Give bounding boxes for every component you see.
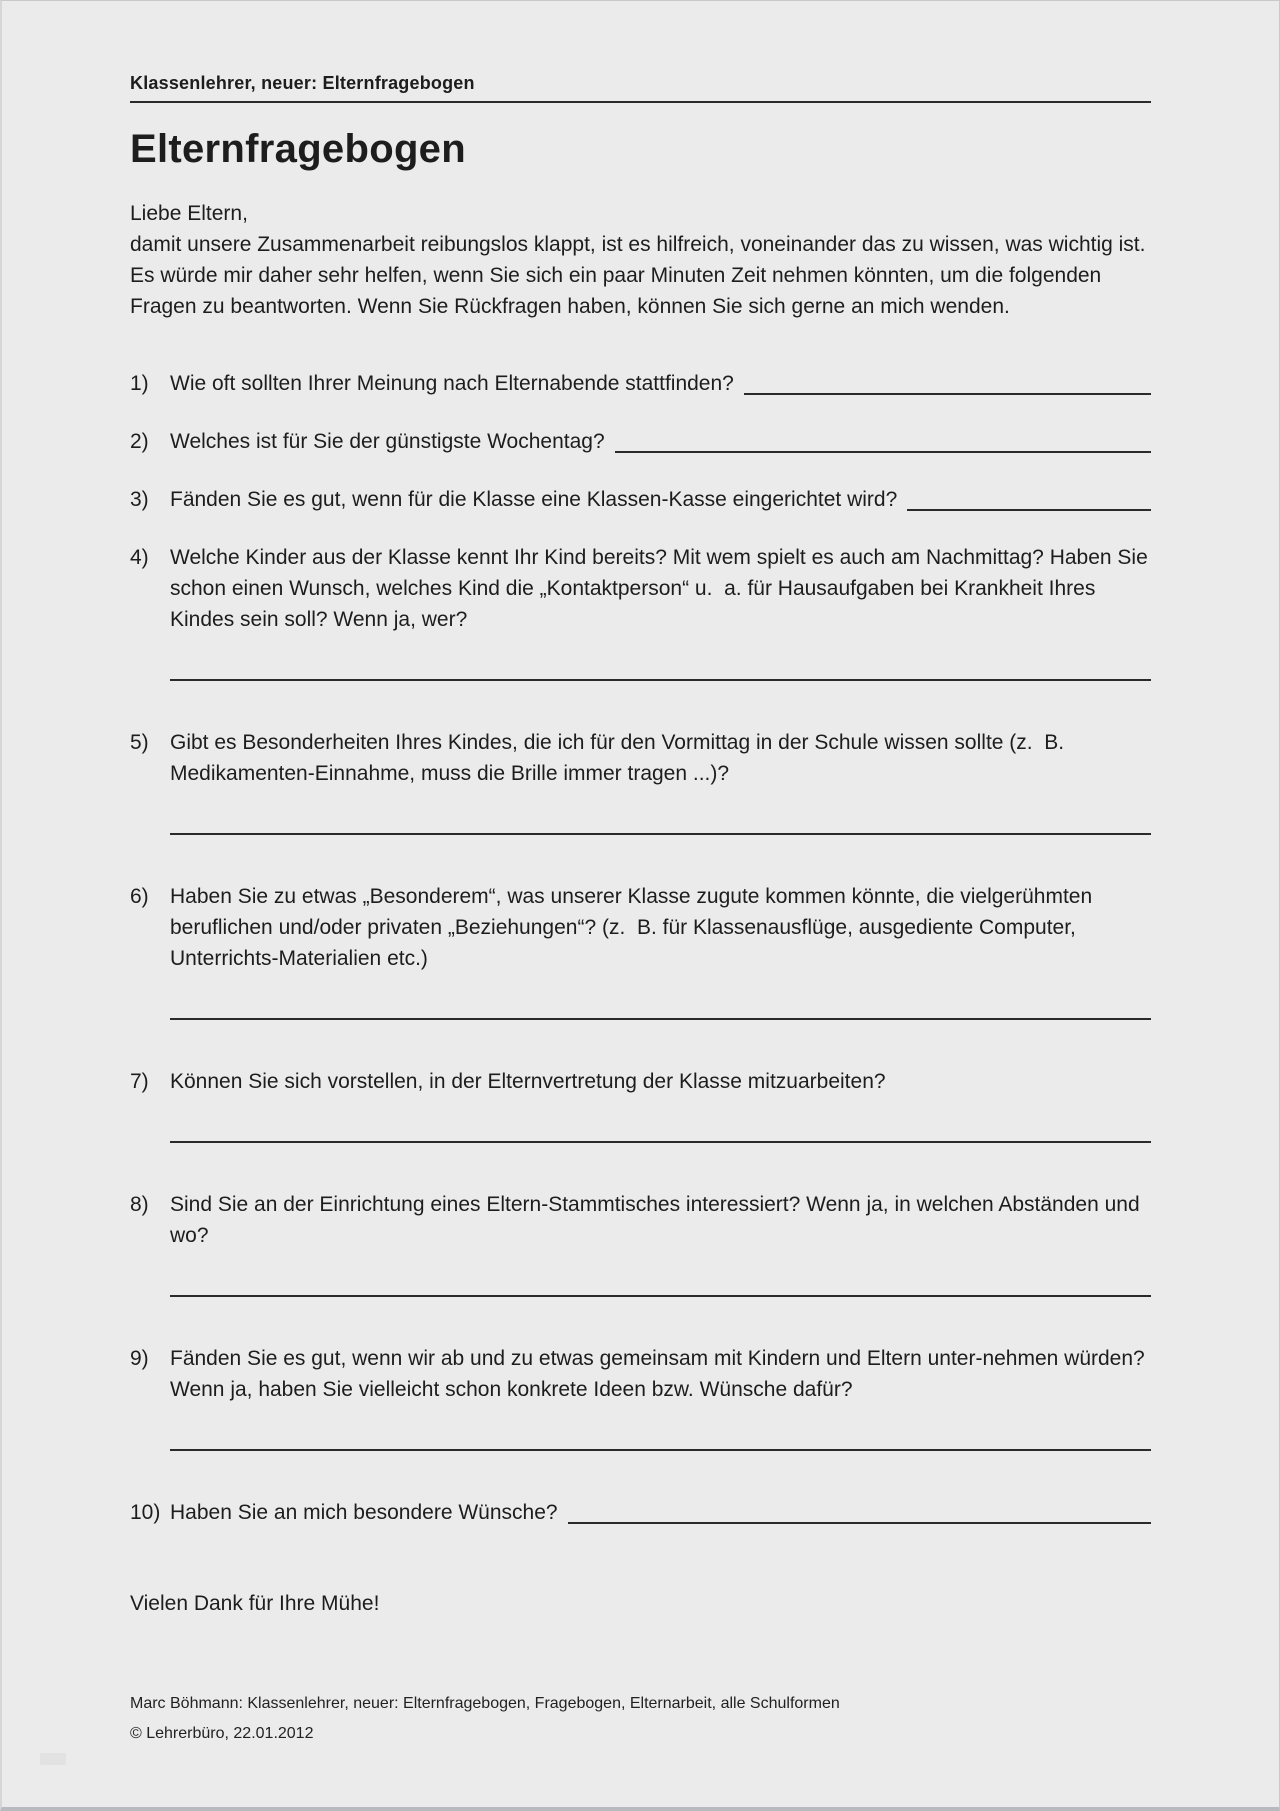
answer-blank-line: [170, 1295, 1151, 1297]
question-number: 2): [130, 430, 149, 453]
question-text: Sind Sie an der Einrichtung eines Eltern-Stammtisches interessiert? Wenn ja, in welchen Abständen und wo?: [170, 1193, 1146, 1247]
question-item: [130, 484, 1151, 515]
answer-blank-line: [170, 833, 1151, 835]
question-text: Wie oft sollten Ihrer Meinung nach Elternabende stattfinden?: [170, 372, 734, 395]
question-text: Können Sie sich vorstellen, in der Elternvertretung der Klasse mitzuarbeiten?: [170, 1070, 886, 1093]
question-number: 5): [130, 731, 149, 754]
question-body: [170, 368, 1151, 399]
question-item: [130, 881, 1151, 1020]
question-text: Fänden Sie es gut, wenn wir ab und zu etwas gemeinsam mit Kindern und Eltern unter-nehmen würden? Wenn ja, haben Sie vielleicht schon konkrete Ideen bzw. Wünsche dafür?: [170, 1347, 1151, 1401]
question-item: [130, 368, 1151, 399]
question-number: 8): [130, 1193, 149, 1216]
question-number: 4): [130, 546, 149, 569]
closing-text: Vielen Dank für Ihre Mühe!: [130, 1592, 380, 1615]
answer-blank-line: [170, 1141, 1151, 1143]
question-number: 10): [130, 1501, 161, 1524]
answer-blank-inline: [568, 1522, 1151, 1524]
question-body: [170, 542, 1154, 681]
question-item: [130, 426, 1151, 457]
question-text: Welche Kinder aus der Klasse kennt Ihr Kind bereits? Mit wem spielt es auch am Nachmittag? Haben Sie schon einen Wunsch, welches Kind die „Kontaktperson“ u. a. für Hausaufgaben bei Krankheit Ihres Kindes sein soll? Wenn ja, wer?: [170, 546, 1154, 631]
answer-blank-line: [170, 1018, 1151, 1020]
question-body: [170, 727, 1151, 835]
question-body: [170, 426, 1151, 457]
question-item: [130, 1343, 1151, 1451]
question-item: [130, 727, 1151, 835]
question-text: Haben Sie zu etwas „Besonderem“, was unserer Klasse zugute kommen könnte, die vielgerühmten beruflichen und/oder privaten „Beziehungen“? (z. B. für Klassenausflüge, ausgediente Computer, Unterrichts-Materialien etc.): [170, 885, 1098, 970]
footer-source-line: Marc Böhmann: Klassenlehrer, neuer: Elternfragebogen, Fragebogen, Elternarbeit, alle Schulformen: [130, 1695, 840, 1712]
faint-watermark: [40, 1753, 66, 1765]
question-text: Haben Sie an mich besondere Wünsche?: [170, 1501, 558, 1524]
footer-copyright-line: © Lehrerbüro, 22.01.2012: [130, 1725, 314, 1742]
question-number: 9): [130, 1347, 149, 1370]
question-item: [130, 1066, 1151, 1143]
question-body: [170, 881, 1151, 1020]
document-footer: [130, 1689, 1151, 1749]
question-body: [170, 1497, 1151, 1528]
answer-blank-line: [170, 1449, 1151, 1451]
question-body: [170, 484, 1151, 515]
answer-blank-inline: [744, 393, 1151, 395]
question-body: [170, 1343, 1151, 1451]
question-text: Gibt es Besonderheiten Ihres Kindes, die ich für den Vormittag in der Schule wissen sollte (z. B. Medikamenten-Einnahme, muss die Brille immer tragen ...)?: [170, 731, 1070, 785]
question-text: Fänden Sie es gut, wenn für die Klasse eine Klassen-Kasse eingerichtet wird?: [170, 488, 898, 511]
question-number: 3): [130, 488, 149, 511]
page-title: Elternfragebogen: [130, 127, 466, 171]
intro-paragraph: [130, 198, 1151, 322]
question-body: [170, 1189, 1151, 1297]
intro-body: damit unsere Zusammenarbeit reibungslos klappt, ist es hilfreich, voneinander das zu wissen, was wichtig ist. Es würde mir daher sehr helfen, wenn Sie sich ein paar Minuten Zeit nehmen könnten, um die folgenden Fragen zu beantworten. Wenn Sie Rückfragen haben, können Sie sich gerne an mich wenden.: [130, 233, 1146, 318]
answer-blank-line: [170, 679, 1151, 681]
answer-blank-inline: [907, 509, 1151, 511]
answer-blank-inline: [615, 451, 1151, 453]
question-body: [170, 1066, 1151, 1143]
intro-salutation: Liebe Eltern,: [130, 202, 248, 225]
question-text: Welches ist für Sie der günstigste Wochentag?: [170, 430, 605, 453]
question-item: [130, 1189, 1151, 1297]
question-list: [130, 368, 1154, 1528]
question-number: 7): [130, 1070, 149, 1093]
question-item: [130, 542, 1154, 681]
question-item: [130, 1497, 1151, 1528]
document-header: Klassenlehrer, neuer: Elternfragebogen: [130, 73, 1151, 103]
question-number: 6): [130, 885, 149, 908]
question-number: 1): [130, 372, 149, 395]
